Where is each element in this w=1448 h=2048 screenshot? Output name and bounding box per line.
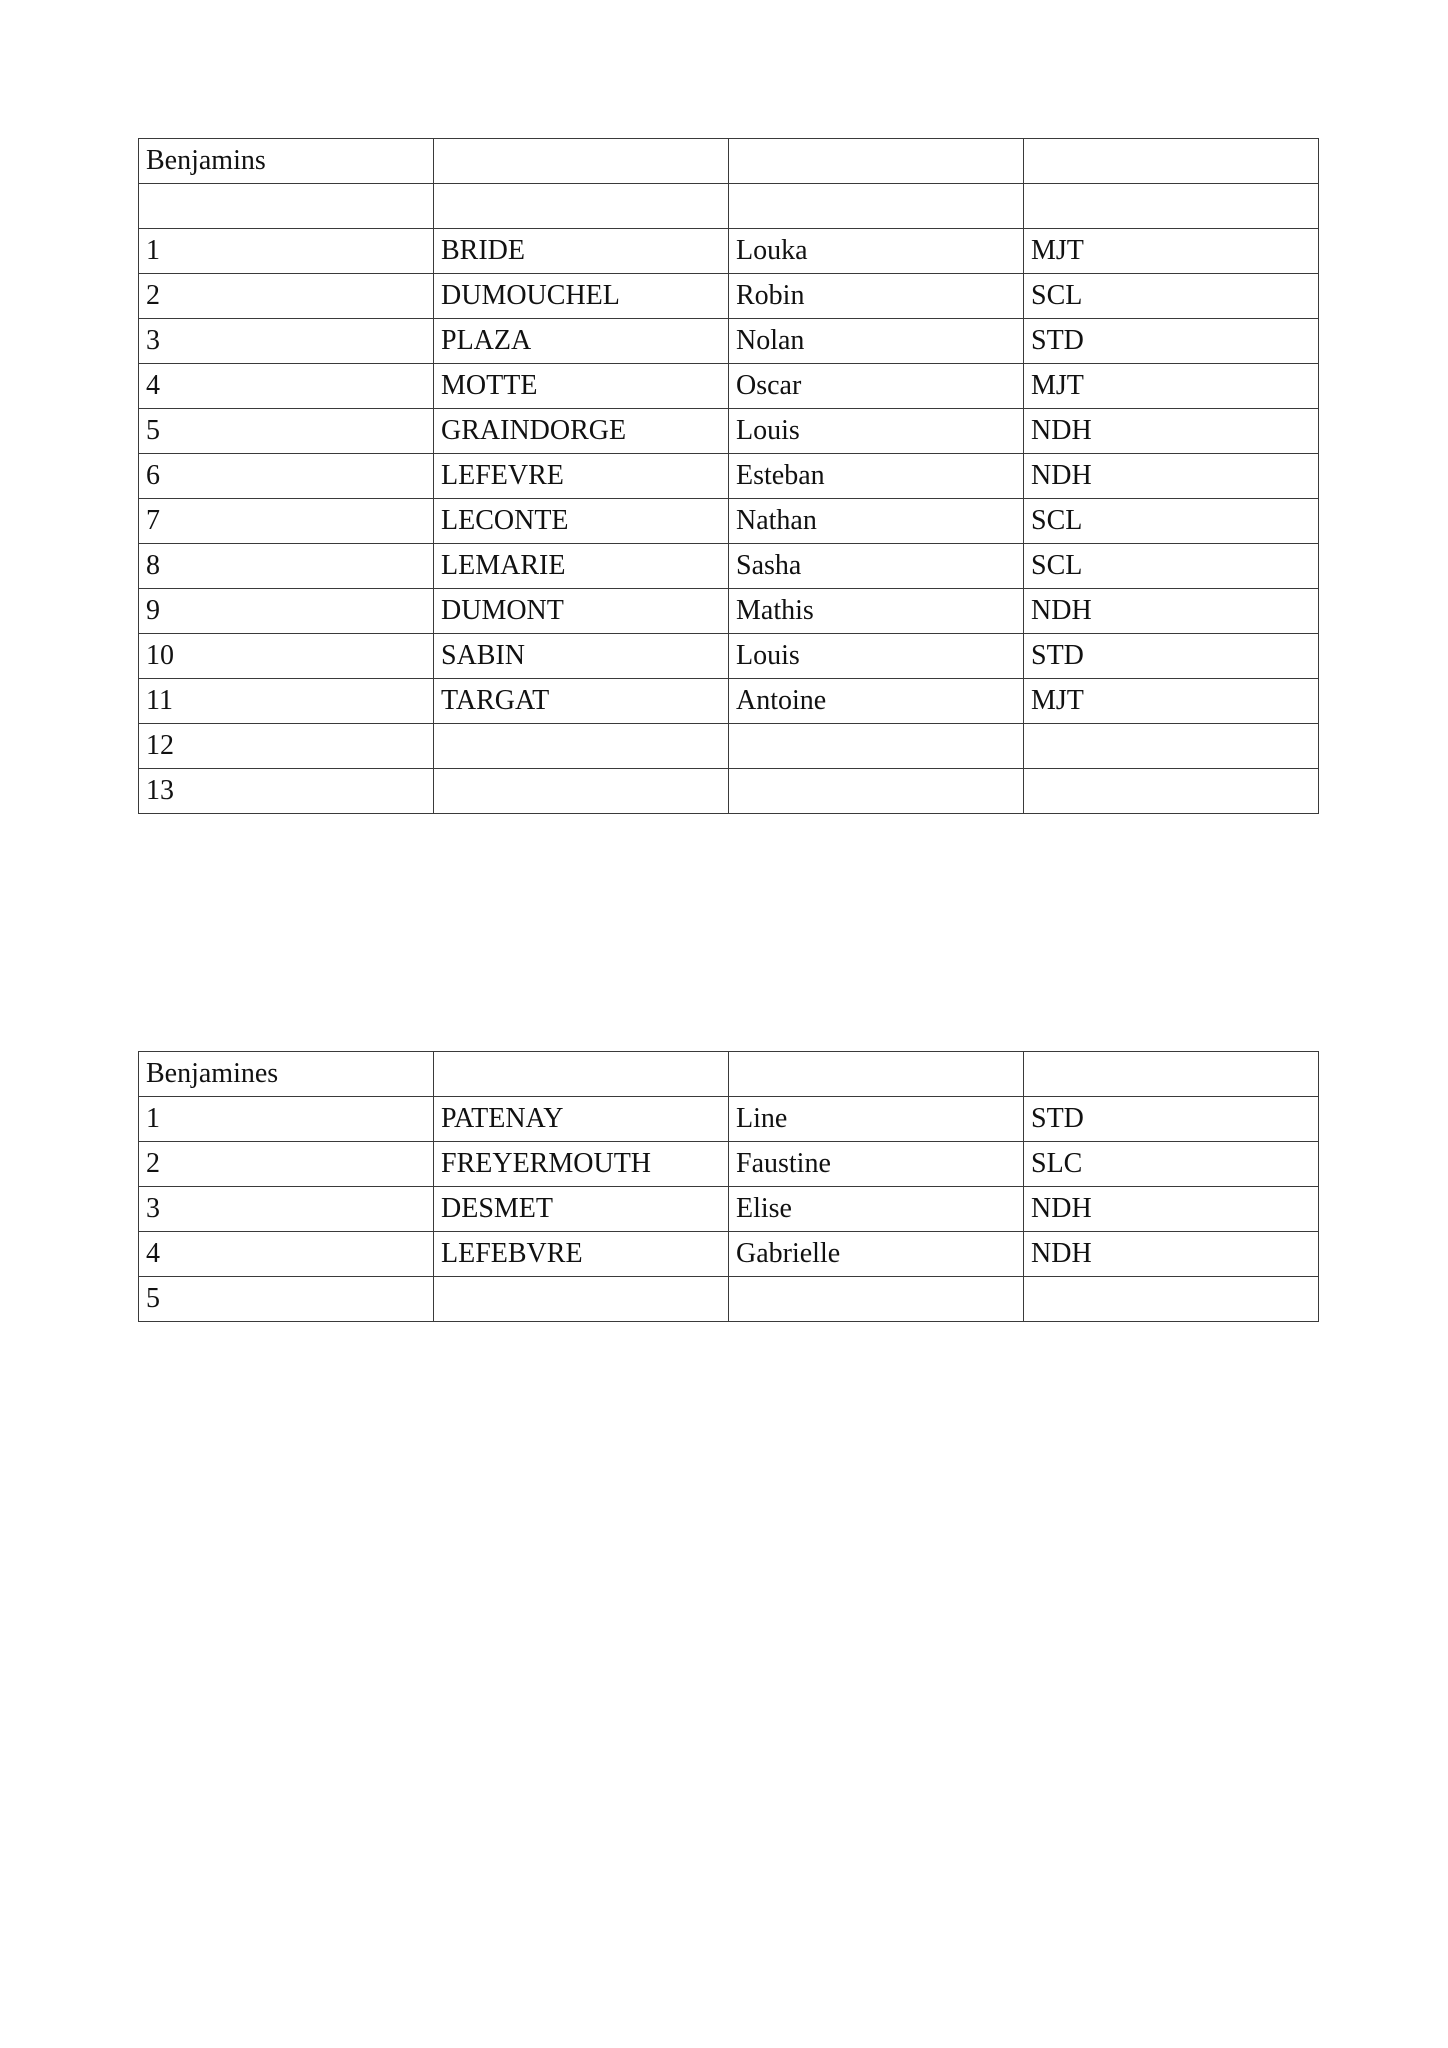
club-cell: [1024, 724, 1319, 769]
rank-cell: 4: [139, 1232, 434, 1277]
club-cell: STD: [1024, 1097, 1319, 1142]
rank-cell: 13: [139, 769, 434, 814]
benjamines-table: [138, 1051, 1319, 1322]
table-cell: [434, 1052, 729, 1097]
rank-cell: 7: [139, 499, 434, 544]
club-cell: [1024, 769, 1319, 814]
last-name-cell: LEFEBVRE: [434, 1232, 729, 1277]
table-row: [139, 1187, 1319, 1232]
first-name-cell: Mathis: [729, 589, 1024, 634]
first-name-cell: [729, 724, 1024, 769]
table-row: [139, 319, 1319, 364]
club-cell: [1024, 184, 1319, 229]
table-row: [139, 274, 1319, 319]
club-cell: MJT: [1024, 229, 1319, 274]
rank-cell: 2: [139, 1142, 434, 1187]
first-name-cell: Louis: [729, 409, 1024, 454]
table-cell: [729, 139, 1024, 184]
club-cell: NDH: [1024, 409, 1319, 454]
table-cell: [729, 1052, 1024, 1097]
last-name-cell: [434, 1277, 729, 1322]
table-row: [139, 544, 1319, 589]
first-name-cell: Sasha: [729, 544, 1024, 589]
club-cell: NDH: [1024, 1232, 1319, 1277]
table-row: [139, 679, 1319, 724]
first-name-cell: Line: [729, 1097, 1024, 1142]
rank-cell: 12: [139, 724, 434, 769]
last-name-cell: FREYERMOUTH: [434, 1142, 729, 1187]
rank-cell: 10: [139, 634, 434, 679]
table-header-row: [139, 1052, 1319, 1097]
first-name-cell: [729, 1277, 1024, 1322]
rank-cell: 6: [139, 454, 434, 499]
table-row: [139, 589, 1319, 634]
club-cell: SCL: [1024, 274, 1319, 319]
rank-cell: 8: [139, 544, 434, 589]
table-title: Benjamines: [139, 1052, 434, 1097]
last-name-cell: TARGAT: [434, 679, 729, 724]
first-name-cell: Nolan: [729, 319, 1024, 364]
club-cell: [1024, 1277, 1319, 1322]
first-name-cell: Louis: [729, 634, 1024, 679]
last-name-cell: LEFEVRE: [434, 454, 729, 499]
first-name-cell: Faustine: [729, 1142, 1024, 1187]
club-cell: NDH: [1024, 454, 1319, 499]
club-cell: SCL: [1024, 499, 1319, 544]
first-name-cell: Oscar: [729, 364, 1024, 409]
club-cell: STD: [1024, 634, 1319, 679]
table-row: [139, 634, 1319, 679]
last-name-cell: DUMOUCHEL: [434, 274, 729, 319]
table-header-row: [139, 139, 1319, 184]
table-title: Benjamins: [139, 139, 434, 184]
last-name-cell: SABIN: [434, 634, 729, 679]
last-name-cell: DESMET: [434, 1187, 729, 1232]
last-name-cell: DUMONT: [434, 589, 729, 634]
rank-cell: 3: [139, 319, 434, 364]
last-name-cell: PATENAY: [434, 1097, 729, 1142]
first-name-cell: Robin: [729, 274, 1024, 319]
first-name-cell: Esteban: [729, 454, 1024, 499]
last-name-cell: LEMARIE: [434, 544, 729, 589]
table-row: [139, 184, 1319, 229]
club-cell: NDH: [1024, 589, 1319, 634]
rank-cell: 1: [139, 229, 434, 274]
first-name-cell: [729, 184, 1024, 229]
last-name-cell: [434, 724, 729, 769]
table-row: [139, 499, 1319, 544]
last-name-cell: [434, 769, 729, 814]
table-cell: [434, 139, 729, 184]
table-row: [139, 229, 1319, 274]
last-name-cell: MOTTE: [434, 364, 729, 409]
table-cell: [1024, 1052, 1319, 1097]
club-cell: STD: [1024, 319, 1319, 364]
table-row: [139, 769, 1319, 814]
benjamins-table: [138, 138, 1319, 814]
last-name-cell: LECONTE: [434, 499, 729, 544]
table-row: [139, 454, 1319, 499]
table-cell: [1024, 139, 1319, 184]
club-cell: SLC: [1024, 1142, 1319, 1187]
rank-cell: [139, 184, 434, 229]
table-row: [139, 364, 1319, 409]
last-name-cell: BRIDE: [434, 229, 729, 274]
last-name-cell: [434, 184, 729, 229]
rank-cell: 3: [139, 1187, 434, 1232]
table-row: [139, 1097, 1319, 1142]
club-cell: NDH: [1024, 1187, 1319, 1232]
club-cell: MJT: [1024, 364, 1319, 409]
rank-cell: 4: [139, 364, 434, 409]
table-row: [139, 724, 1319, 769]
table-row: [139, 1142, 1319, 1187]
rank-cell: 1: [139, 1097, 434, 1142]
rank-cell: 5: [139, 1277, 434, 1322]
club-cell: SCL: [1024, 544, 1319, 589]
first-name-cell: Elise: [729, 1187, 1024, 1232]
first-name-cell: Antoine: [729, 679, 1024, 724]
table-row: [139, 409, 1319, 454]
rank-cell: 5: [139, 409, 434, 454]
last-name-cell: GRAINDORGE: [434, 409, 729, 454]
table-row: [139, 1232, 1319, 1277]
rank-cell: 11: [139, 679, 434, 724]
first-name-cell: Gabrielle: [729, 1232, 1024, 1277]
table-row: [139, 1277, 1319, 1322]
first-name-cell: Nathan: [729, 499, 1024, 544]
rank-cell: 9: [139, 589, 434, 634]
last-name-cell: PLAZA: [434, 319, 729, 364]
rank-cell: 2: [139, 274, 434, 319]
first-name-cell: Louka: [729, 229, 1024, 274]
club-cell: MJT: [1024, 679, 1319, 724]
first-name-cell: [729, 769, 1024, 814]
